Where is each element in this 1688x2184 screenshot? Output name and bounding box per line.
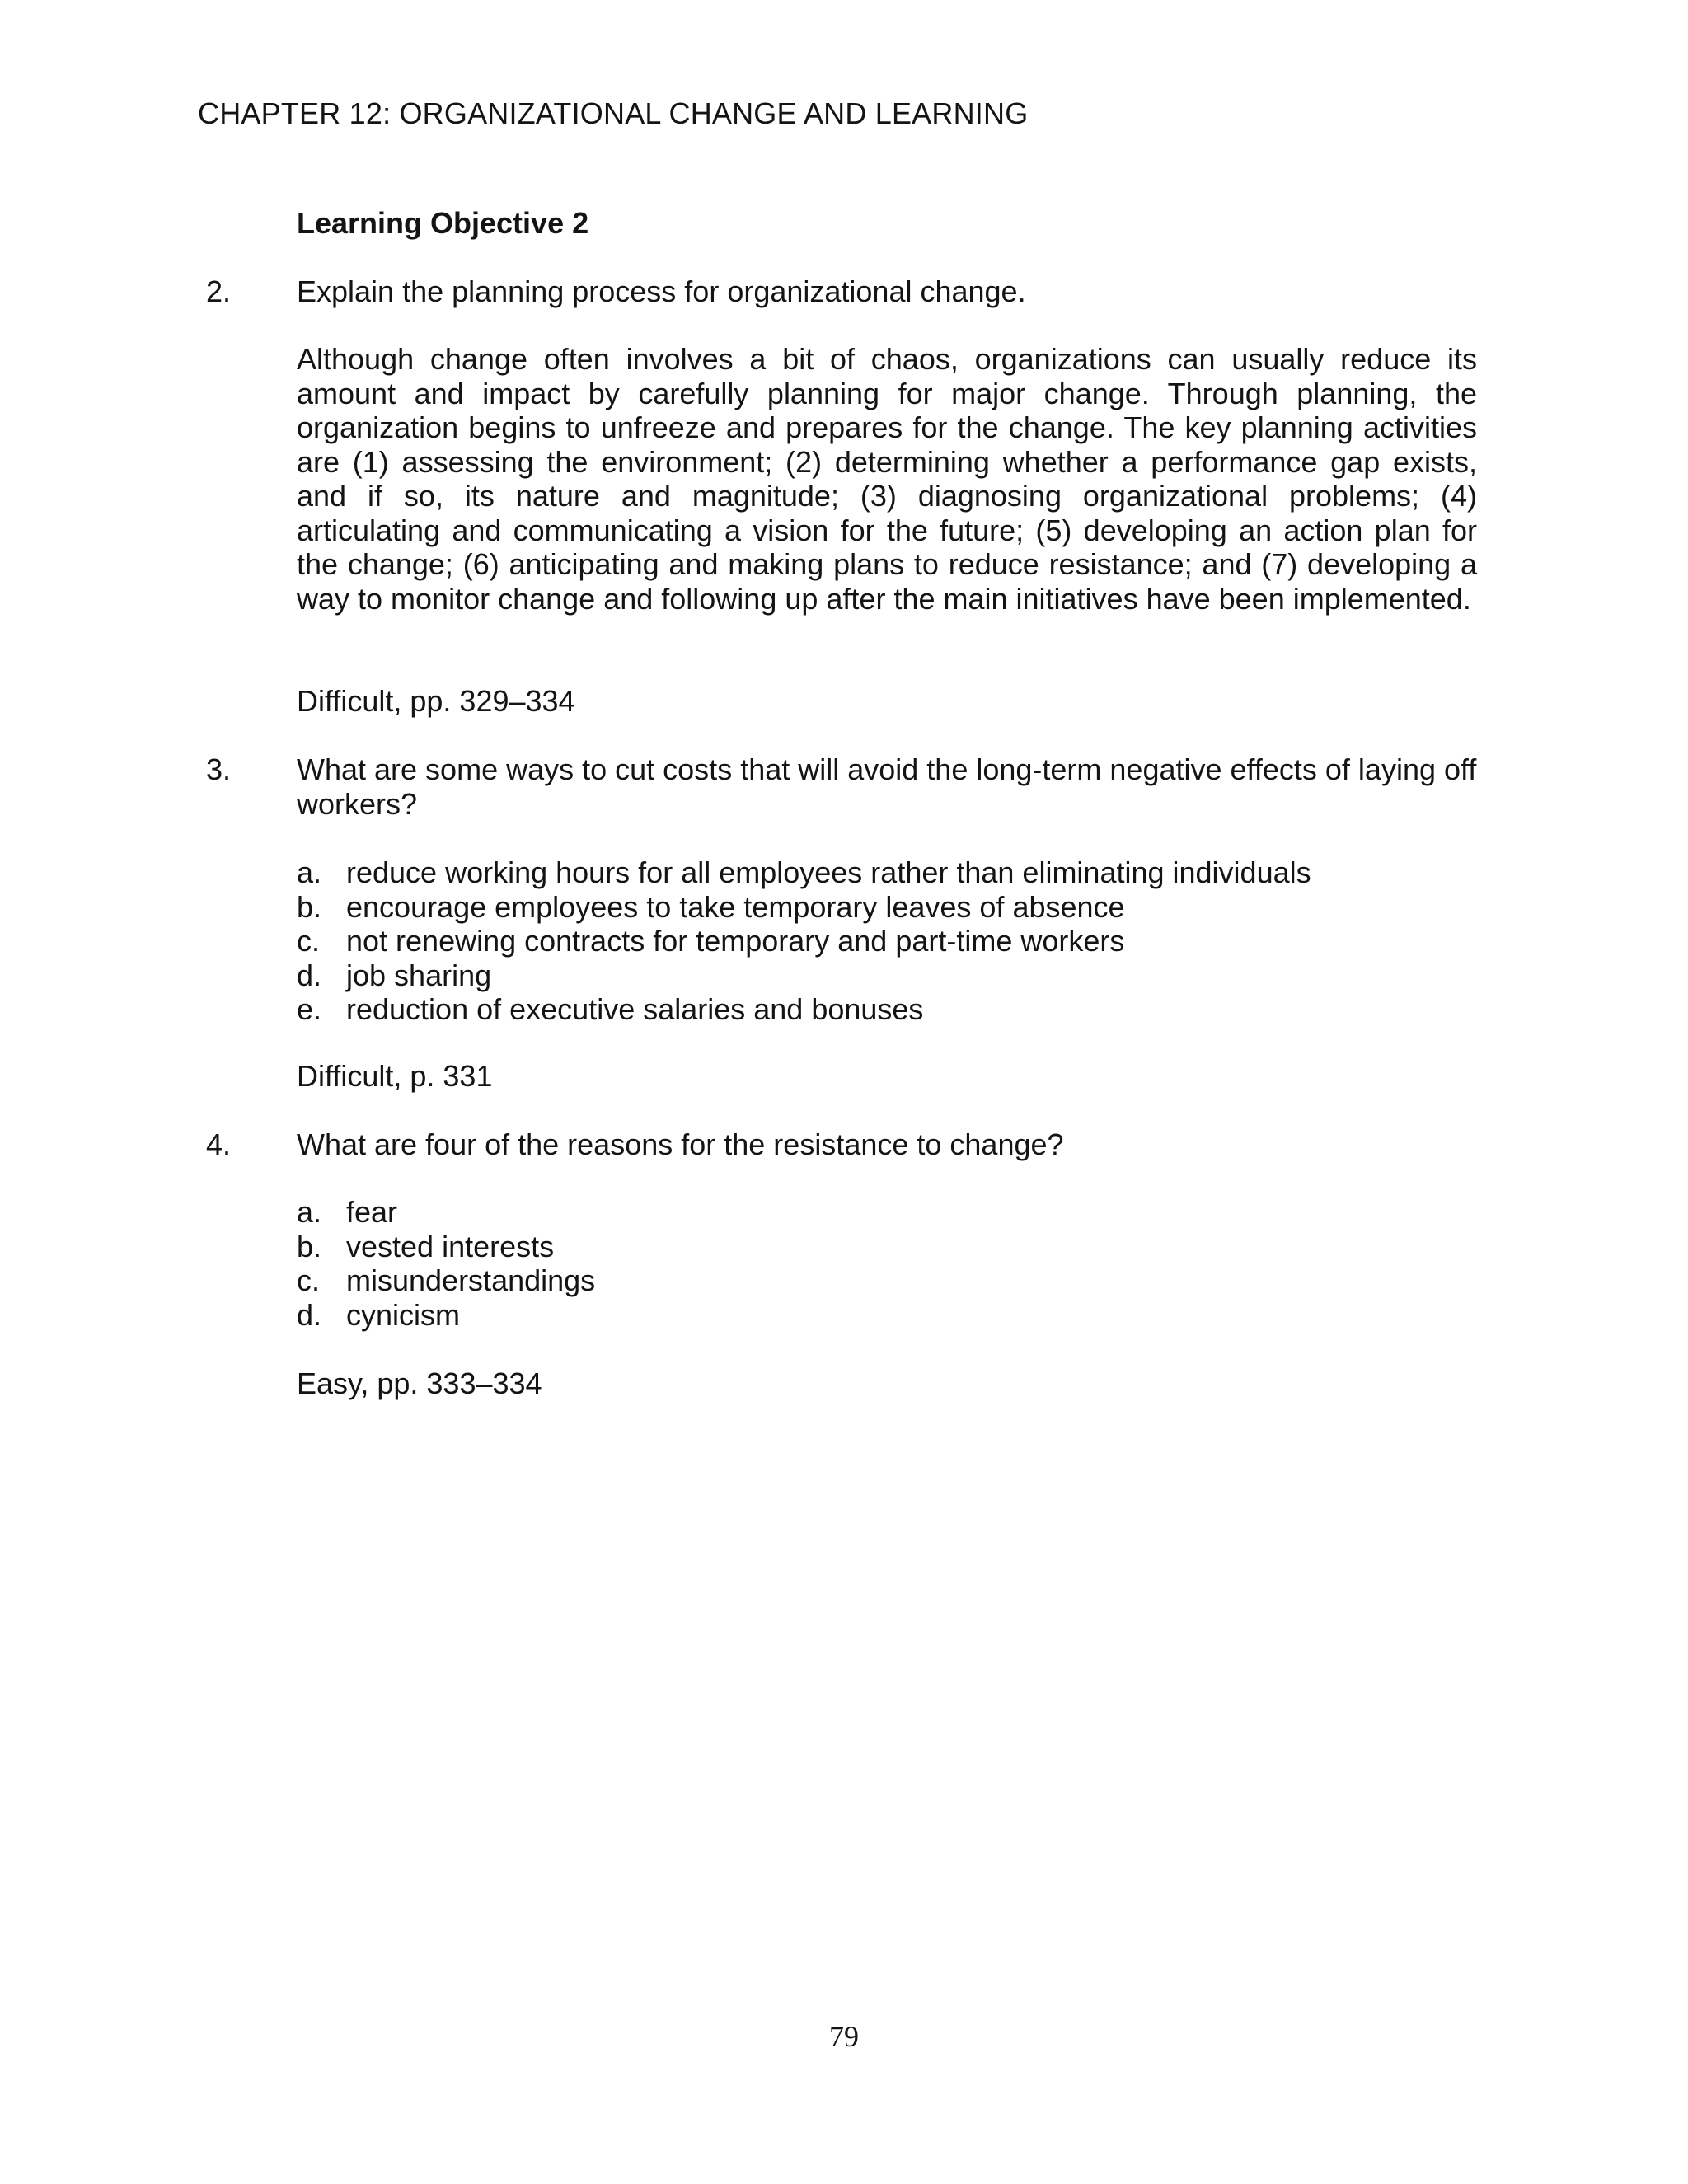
option-letter: c. <box>297 1263 321 1297</box>
list-item <box>297 1298 595 1333</box>
option-letter: b. <box>297 1229 322 1263</box>
option-letter: e. <box>297 992 322 1026</box>
chapter-header: CHAPTER 12: ORGANIZATIONAL CHANGE AND LEARNING <box>198 96 1029 130</box>
option-letter: c. <box>297 924 321 958</box>
question-number: 2. <box>206 274 232 308</box>
option-letter: a. <box>297 855 322 889</box>
option-letter: b. <box>297 889 322 924</box>
list-item <box>297 1230 595 1264</box>
question-number: 4. <box>206 1127 232 1161</box>
answer-options-list <box>297 855 1311 1027</box>
question-text: What are some ways to cut costs that will avoid the long-term negative effects of laying off workers? <box>297 752 1477 821</box>
list-item <box>297 992 1311 1027</box>
list-item <box>297 1263 595 1298</box>
option-text: fear <box>346 1195 398 1229</box>
option-text: job sharing <box>346 958 492 992</box>
difficulty-reference: Difficult, p. 331 <box>297 1059 493 1093</box>
question-number: 3. <box>206 752 232 786</box>
option-text: encourage employees to take temporary leaves of absence <box>346 889 1125 924</box>
option-letter: a. <box>297 1195 322 1229</box>
list-item <box>297 855 1311 890</box>
list-item <box>297 890 1311 925</box>
list-item <box>297 1195 595 1230</box>
answer-paragraph: Although change often involves a bit of chaos, organizations can usually reduce its amount and impact by carefully planning for major change. Through planning, the organization begins to unfreeze and prepares for the change. The key planning activities are (1) assessing the environment; (2) determining whether a performance gap exists, and if so, its nature and magnitude; (3) diagnosing organizational problems; (4) articulating and communicating a vision for the future; (5) developing an action plan for the change; (6) anticipating and making plans to reduce resistance; and (7) developing a way to monitor change and following up after the main initiatives have been implemented. <box>297 342 1477 616</box>
option-text: reduce working hours for all employees rather than eliminating individuals <box>346 855 1311 889</box>
option-letter: d. <box>297 1297 322 1332</box>
option-text: cynicism <box>346 1297 461 1332</box>
option-letter: d. <box>297 958 322 992</box>
option-text: misunderstandings <box>346 1263 596 1297</box>
question-text: What are four of the reasons for the resistance to change? <box>297 1127 1064 1161</box>
question-text: Explain the planning process for organizational change. <box>297 274 1026 308</box>
difficulty-reference: Difficult, pp. 329–334 <box>297 684 575 718</box>
list-item <box>297 958 1311 993</box>
difficulty-reference: Easy, pp. 333–334 <box>297 1366 542 1400</box>
page-number: 79 <box>829 2020 859 2053</box>
option-text: reduction of executive salaries and bonuses <box>346 992 924 1026</box>
option-text: vested interests <box>346 1229 555 1263</box>
list-item <box>297 924 1311 958</box>
learning-objective-heading: Learning Objective 2 <box>297 206 589 240</box>
answer-options-list <box>297 1195 595 1332</box>
option-text: not renewing contracts for temporary and part-time workers <box>346 924 1125 958</box>
